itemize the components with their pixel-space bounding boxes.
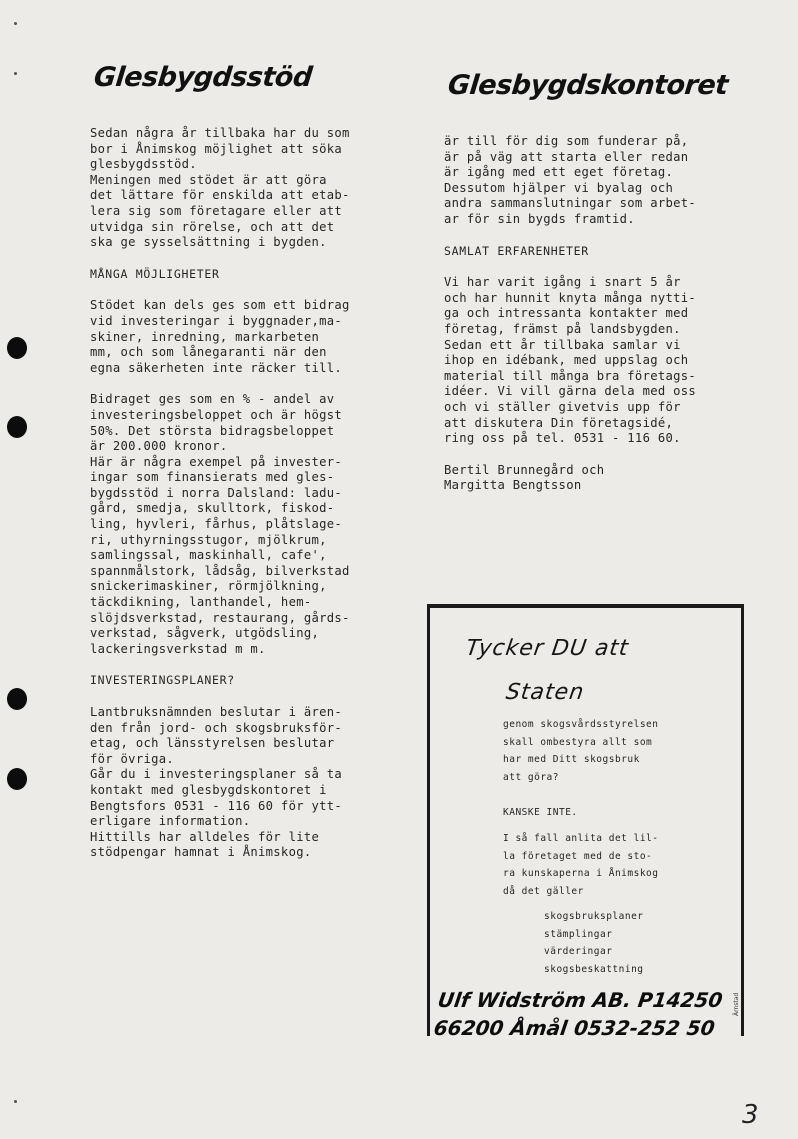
right-paragraph-intro: är till för dig som funderar på, är på väg att starta eller redan är igång med ett eget företag. Dessutom hjälper vi byalag och andra sammanslutningar som arbet- ar för sin bygds framtid. (444, 134, 697, 226)
page-number: 3 (742, 1100, 759, 1130)
ad-body-offer: I så fall anlita det lil- la företaget med de sto- ra kunskaperna i Ånimskog då det gäller (503, 833, 659, 897)
ad-body-question: genom skogsvårdsstyrelsen skall ombestyra allt som har med Ditt skogsbruk att göra? (503, 719, 659, 783)
punch-hole (7, 768, 27, 790)
punch-hole (7, 688, 27, 710)
left-paragraph-intro: Sedan några år tillbaka har du som bor i Ånimskog möjlighet att söka glesbygdsstöd. Meningen med stödet är att göra det lättare för enskilda att etab- lera sig som företagare eller att utvidga sin rörelse, och att det ska ge sysselsättning i bygden. (90, 126, 350, 250)
ad-contact-address-phone: 66200 Åmål 0532-252 50 (432, 1016, 717, 1040)
ad-contact-company: Ulf Widström AB. P14250 (436, 988, 725, 1012)
punch-hole (7, 337, 27, 359)
advertisement-box (427, 604, 744, 1040)
right-column (444, 134, 764, 510)
margin-mark (14, 72, 17, 75)
right-heading: Glesbygdskontoret (446, 70, 730, 101)
right-paragraph-vi-har: Vi har varit igång i snart 5 år och har hunnit knyta många nytti- ga och intressanta kontakter med företag, främst på landsbygden. Sedan ett år tillbaka samlar vi ihop en idébank, med uppslag och material till många bra företags- idéer. Vi vill gärna dela med oss och vi ställer givetvis upp för att diskutera Din företagsidé, ring oss på tel. 0531 - 116 60. (444, 275, 697, 446)
left-heading: Glesbygdsstöd (92, 62, 314, 93)
left-subheading-investeringsplaner: INVESTERINGSPLANER? (90, 673, 235, 688)
left-paragraph-stodet: Stödet kan dels ges som ett bidrag vid investeringar i byggnader,ma- skiner, inredning, markarbeten mm, och som lånegaranti när den egna säkerheten inte räcker till. (90, 298, 350, 375)
ad-title-line2: Staten (504, 680, 586, 705)
left-subheading-manga: MÅNGA MÖJLIGHETER (90, 266, 220, 281)
ad-artist-signature: Ärnstad (733, 992, 740, 1016)
right-subheading-samlat: SAMLAT ERFARENHETER (444, 243, 589, 258)
left-paragraph-bidraget: Bidraget ges som en % - andel av investeringsbeloppet och är högst 50%. Det största bidragsbeloppet är 200.000 kronor. Här är några exempel på invester- ingar som finansierats med gles- bygdsstöd i norra Dalsland: ladu- gård, smedja, skulltork, fiskod- ling, hyvleri, fårhus, plåtslage- ri, uthyrningsstugor, mjölkrum, samlingssal, maskinhall, cafe', spannmålstork, lådsåg, bilverkstad snickerimaskiner, rörmjölkning, täckdikning, lanthandel, hem- slöjdsverkstad, restaurang, gårds- verkstad, sågverk, utgödsling, lackeringsverkstad m m. (90, 392, 350, 656)
ad-body-kanske: KANSKE INTE. (503, 807, 578, 818)
right-signature-names: Bertil Brunnegård och Margitta Bengtsson (444, 462, 605, 493)
margin-mark (14, 1100, 17, 1103)
ad-title-line1: Tycker DU att (464, 636, 631, 661)
left-column (90, 126, 410, 877)
left-paragraph-lantbruk: Lantbruksnämnden beslutar i ären- den från jord- och skogsbruksför- etag, och länsstyrelsen beslutar för övriga. Går du i investeringsplaner så ta kontakt med glesbygdskontoret i Bengtsfors 0531 - 116 60 för ytt- erligare information. Hittills har alldeles för lite stödpengar hamnat i Ånimskog. (90, 705, 343, 860)
punch-hole (7, 416, 27, 438)
ad-services-list: skogsbruksplaner stämplingar värderingar skogsbeskattning (544, 911, 644, 975)
margin-mark (14, 22, 17, 25)
